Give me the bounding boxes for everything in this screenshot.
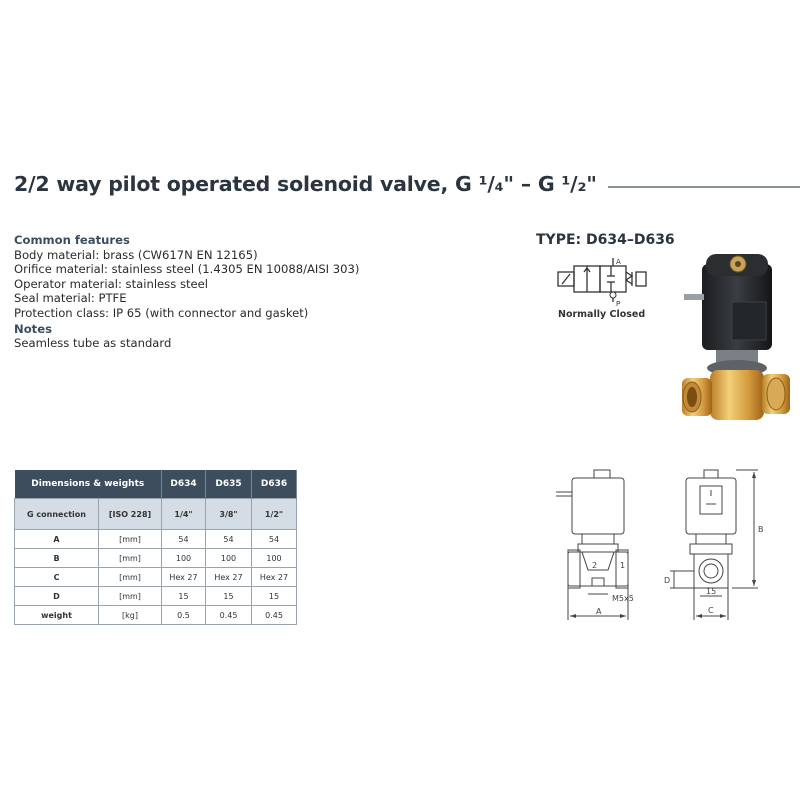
table-cell: [mm] — [99, 568, 162, 587]
table-row-connection — [15, 499, 297, 530]
port-2-label: 2 — [592, 561, 598, 570]
dim-15-label: 15 — [706, 587, 717, 596]
table-cell: 100 — [252, 549, 297, 568]
dim-b-label: B — [758, 525, 764, 534]
dim-a-label: A — [596, 607, 602, 616]
valve-product-photo — [672, 250, 800, 430]
notes-text: Seamless tube as standard — [14, 336, 172, 351]
table-cell: 3/8" — [206, 499, 252, 530]
table-cell: [mm] — [99, 549, 162, 568]
table-cell: 0.45 — [252, 606, 297, 625]
feature-line: Protection class: IP 65 (with connector and gasket) — [14, 305, 309, 320]
table-header-cell: Dimensions & weights — [15, 470, 162, 499]
table-cell: 0.45 — [206, 606, 252, 625]
feature-line: Seal material: PTFE — [14, 291, 127, 306]
table-cell: Hex 27 — [206, 568, 252, 587]
table-header-row — [15, 470, 297, 499]
table-cell: 100 — [206, 549, 252, 568]
notes-heading: Notes — [14, 321, 52, 336]
table-cell: [kg] — [99, 606, 162, 625]
valve-symbol — [556, 256, 652, 308]
table-cell: A — [15, 530, 99, 549]
feature-line: Operator material: stainless steel — [14, 276, 209, 291]
table-row — [15, 549, 297, 568]
table-row — [15, 587, 297, 606]
table-cell: Hex 27 — [162, 568, 206, 587]
dim-d-label: D — [664, 576, 671, 585]
type-label: TYPE: D634–D636 — [536, 232, 675, 248]
table-cell: [mm] — [99, 530, 162, 549]
table-cell: [ISO 228] — [99, 499, 162, 530]
table-cell: 54 — [162, 530, 206, 549]
table-cell: 54 — [206, 530, 252, 549]
port-a-label: A — [616, 258, 621, 266]
table-cell: G connection — [15, 499, 99, 530]
thread-label: M5x5 — [612, 594, 634, 603]
table-cell: 100 — [162, 549, 206, 568]
table-cell: 15 — [206, 587, 252, 606]
feature-line: Orifice material: stainless steel (1.4305 EN 10088/AISI 303) — [14, 262, 360, 277]
table-header-cell: D636 — [252, 470, 297, 499]
table-cell: weight — [15, 606, 99, 625]
title-divider — [608, 186, 800, 188]
front-view-drawing — [552, 466, 648, 624]
features-block — [14, 233, 359, 351]
table-cell: 15 — [162, 587, 206, 606]
table-cell: 15 — [252, 587, 297, 606]
table-cell: C — [15, 568, 99, 587]
table-cell: B — [15, 549, 99, 568]
feature-line: Body material: brass (CW617N EN 12165) — [14, 247, 258, 262]
side-view-drawing — [660, 466, 770, 624]
port-p-label: P — [616, 300, 621, 308]
table-cell: [mm] — [99, 587, 162, 606]
port-1-label: 1 — [620, 561, 626, 570]
page-title: 2/2 way pilot operated solenoid valve, G ¹/₄" – G ¹/₂" — [14, 172, 597, 196]
table-header-cell: D634 — [162, 470, 206, 499]
table-cell: 54 — [252, 530, 297, 549]
dim-c-label: C — [708, 606, 714, 615]
table-row — [15, 606, 297, 625]
table-cell: 0.5 — [162, 606, 206, 625]
table-cell: 1/4" — [162, 499, 206, 530]
table-cell: 1/2" — [252, 499, 297, 530]
table-cell: D — [15, 587, 99, 606]
normally-closed-caption: Normally Closed — [558, 309, 646, 320]
features-heading: Common features — [14, 233, 130, 247]
table-row — [15, 530, 297, 549]
table-row — [15, 568, 297, 587]
dimensions-table — [14, 470, 297, 625]
table-cell: Hex 27 — [252, 568, 297, 587]
table-header-cell: D635 — [206, 470, 252, 499]
